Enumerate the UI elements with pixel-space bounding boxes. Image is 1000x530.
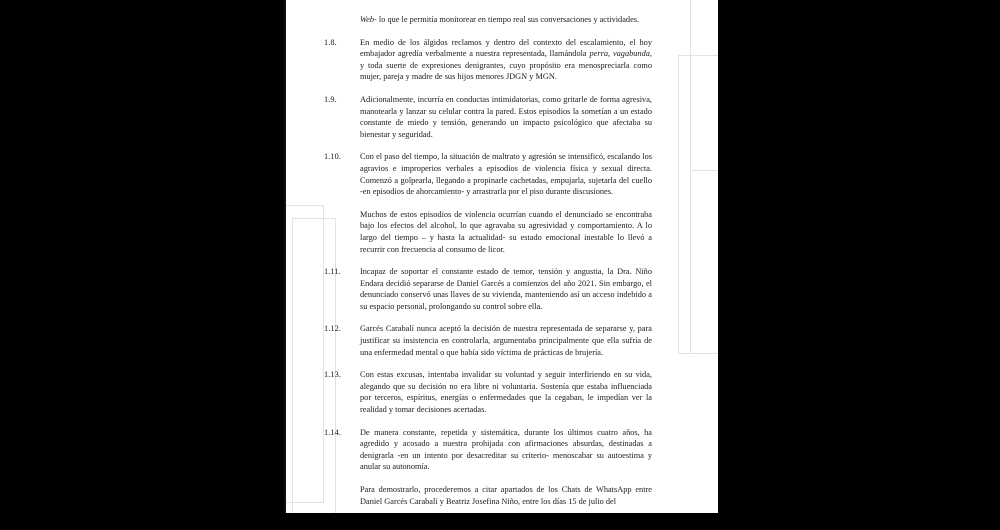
paragraph-1-11 [324,266,652,312]
paragraph-closing [324,484,652,507]
paragraph-text-run: , y toda suerte de expresiones denigrantes, cuyo propósito era menospreciarla como mujer, pareja y madre de sus hijos menores JDGN y MGN. [360,49,652,82]
paragraph-text: Muchos de estos episodios de violencia ocurrían cuando el denunciado se encontraba bajo los efectos del alcohol, lo que agravaba su agresividad y comportamiento. A lo largo del tiempo – y hasta la actualidad- su estado emocional inestable lo llevó a recurrir con frecuencia al consumo de licor. [360,209,652,254]
italic-term-vagabunda: vagabunda [612,49,650,59]
viewer-letterbox [0,513,1000,530]
page-content-area [286,0,718,513]
paragraph-number: 1.12. [324,324,342,334]
paragraph-1-10 [324,151,652,197]
paragraph-number: 1.11. [324,267,341,277]
paragraph-intro [324,14,652,26]
paragraph-text: Para demostrarlo, procederemos a citar apartados de los Chats de WhatsApp entre Daniel Garcés Carabalí y Beatriz Josefina Niño, entre los días 15 de julio del [360,485,652,506]
paragraph-text [360,14,652,26]
paragraph-number: 1.8. [324,37,337,47]
paragraph-text: Con estas excusas, intentaba invalidar su voluntad y seguir interfiriendo en su vida, alegando que su decisión no era libre ni voluntaria. Sostenía que estaba influenciada por terceros, espíritus, energías o enfermedades que la cegaban, le impedían ver la realidad y tomar decisiones acertadas. [360,370,652,415]
italic-term-web: Web- [360,15,377,24]
paragraph-number: 1.13. [324,370,342,380]
paragraph-text: Con el paso del tiempo, la situación de maltrato y agresión se intensificó, escalando los agravios e improperios verbales a episodios de violencia física y sexual directa. Comenzó a golpearla, llegando a propinarle cachetadas, empujarla, sujetarla del cuello -en episodios de ahorcamiento- y arrastrarla por el piso durante discusiones. [360,152,652,197]
paragraph-text-run: lo que le permitía monitorear en tiempo real sus conversaciones y actividades. [376,15,640,24]
paragraph-1-8 [324,37,652,83]
paragraph-text: Adicionalmente, incurría en conductas intimidatorias, como gritarle de forma agresiva, manotearla y lanzar su celular contra la pared. Estos episodios la sometían a un estado constante de miedo y tensión, generando un impacto psicológico que afectaba su bienestar y seguridad. [360,94,652,139]
paragraph-1-10-continuation [324,209,652,255]
document-body [324,14,652,507]
paragraph-number: 1.14. [324,427,342,437]
paragraph-1-9 [324,94,652,140]
paragraph-text-run: , [607,49,613,59]
paragraph-text: Garcés Carabalí nunca aceptó la decisión de nuestra representada de separarse y, para justificar su insistencia en controlarla, argumentaba principalmente que ella sufría de una enfermedad mental o que había sido víctima de prácticas de brujería. [360,324,652,357]
paragraph-1-13 [324,369,652,415]
paragraph-text: De manera constante, repetida y sistemática, durante los últimos cuatro años, ha agredido y acosado a nuestra prohijada con afirmaciones absurdas, destinadas a denigrarla -en un intento por desacreditar su criterio- menoscabar su autoestima y anular su autonomía. [360,427,652,472]
paragraph-number: 1.10. [324,152,342,162]
paragraph-text: Incapaz de soportar el constante estado de temor, tensión y angustia, la Dra. Niño Endara decidió separarse de Daniel Garcés a comienzos del año 2021. Sin embargo, el denunciado conservó unas llaves de su vivienda, manteniendo así un acceso indebido a su espacio personal, prolongando su control sobre ella. [360,267,652,311]
paragraph-1-14 [324,427,652,473]
paragraph-text [360,37,652,83]
italic-term-perra: perra [589,49,608,59]
document-page [286,0,718,513]
paragraph-1-12 [324,323,652,358]
paragraph-number: 1.9. [324,94,337,104]
paragraph-text-run: En medio de los álgidos reclamos y dentro del contexto del escalamiento, el hoy embajador agredía verbalmente a nuestra representada, llamándola [360,37,652,59]
